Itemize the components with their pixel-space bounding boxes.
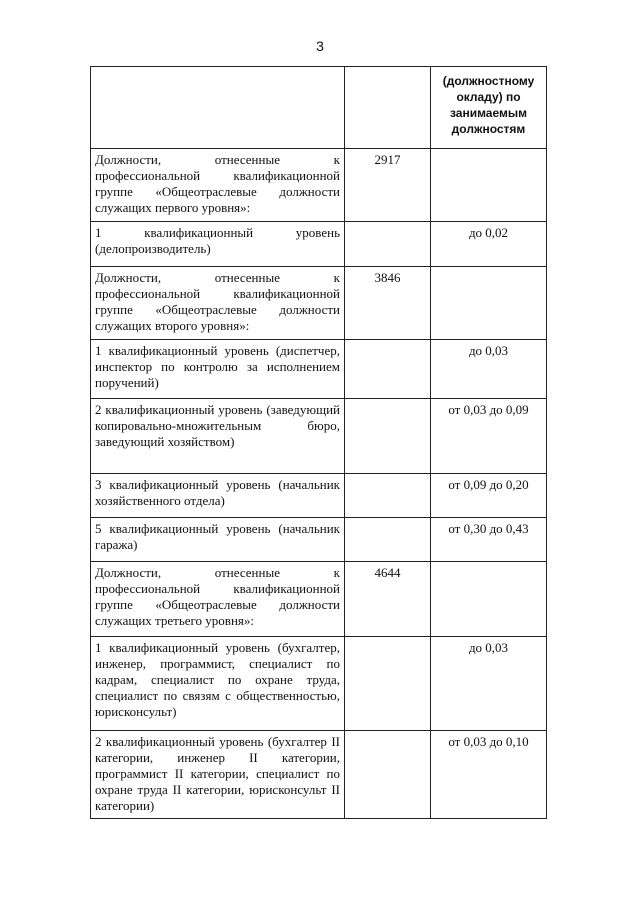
base-salary-value — [345, 222, 431, 267]
table-header-row — [91, 67, 547, 149]
base-salary-value — [345, 399, 431, 474]
table-row — [91, 399, 547, 474]
table-row — [91, 149, 547, 222]
qualification-level: 5 квалификационный уровень (начальник гаража) — [91, 518, 345, 562]
coefficient-value: от 0,30 до 0,43 — [431, 518, 547, 562]
base-salary-value — [345, 731, 431, 819]
table-row — [91, 518, 547, 562]
base-salary-value — [345, 340, 431, 399]
position-group-name: Должности, отнесенные к профессиональной квалификационной группе «Общеотраслевые должности служащих первого уровня»: — [91, 149, 345, 222]
coefficient-value: от 0,03 до 0,09 — [431, 399, 547, 474]
table-row — [91, 222, 547, 267]
table-row — [91, 267, 547, 340]
coefficient-value: от 0,09 до 0,20 — [431, 474, 547, 518]
qualification-level: 1 квалификационный уровень (бухгалтер, инженер, программист, специалист по кадрам, специалист по охране труда, специалист по связям с общественностью, юрисконсульт) — [91, 637, 345, 731]
position-group-name: Должности, отнесенные к профессиональной квалификационной группе «Общеотраслевые должности служащих второго уровня»: — [91, 267, 345, 340]
coefficient-value: до 0,03 — [431, 340, 547, 399]
qualification-level: 2 квалификационный уровень (заведующий копировально-множительным бюро, заведующий хозяйством) — [91, 399, 345, 474]
base-salary-value — [345, 474, 431, 518]
coefficient-value — [431, 562, 547, 637]
table-row — [91, 731, 547, 819]
table-row — [91, 474, 547, 518]
qualification-level: 1 квалификационный уровень (диспетчер, инспектор по контролю за исполнением поручений) — [91, 340, 345, 399]
header-cell-coefficient: (должностному окладу) по занимаемым должностям — [431, 67, 547, 149]
base-salary-value: 3846 — [345, 267, 431, 340]
base-salary-value: 4644 — [345, 562, 431, 637]
coefficient-value: от 0,03 до 0,10 — [431, 731, 547, 819]
header-cell-position — [91, 67, 345, 149]
qualification-level: 3 квалификационный уровень (начальник хозяйственного отдела) — [91, 474, 345, 518]
coefficient-value — [431, 267, 547, 340]
header-cell-salary — [345, 67, 431, 149]
page-number: 3 — [316, 38, 324, 54]
coefficient-value: до 0,02 — [431, 222, 547, 267]
base-salary-value — [345, 637, 431, 731]
qualification-level: 1 квалификационный уровень (делопроизводитель) — [91, 222, 345, 267]
base-salary-value — [345, 518, 431, 562]
base-salary-value: 2917 — [345, 149, 431, 222]
position-group-name: Должности, отнесенные к профессиональной квалификационной группе «Общеотраслевые должности служащих третьего уровня»: — [91, 562, 345, 637]
positions-table — [90, 66, 547, 819]
qualification-level: 2 квалификационный уровень (бухгалтер II категории, инженер II категории, программист II категории, специалист по охране труда II категории, юрисконсульт II категории) — [91, 731, 345, 819]
table-row — [91, 637, 547, 731]
coefficient-value — [431, 149, 547, 222]
table-row — [91, 562, 547, 637]
table-row — [91, 340, 547, 399]
coefficient-value: до 0,03 — [431, 637, 547, 731]
